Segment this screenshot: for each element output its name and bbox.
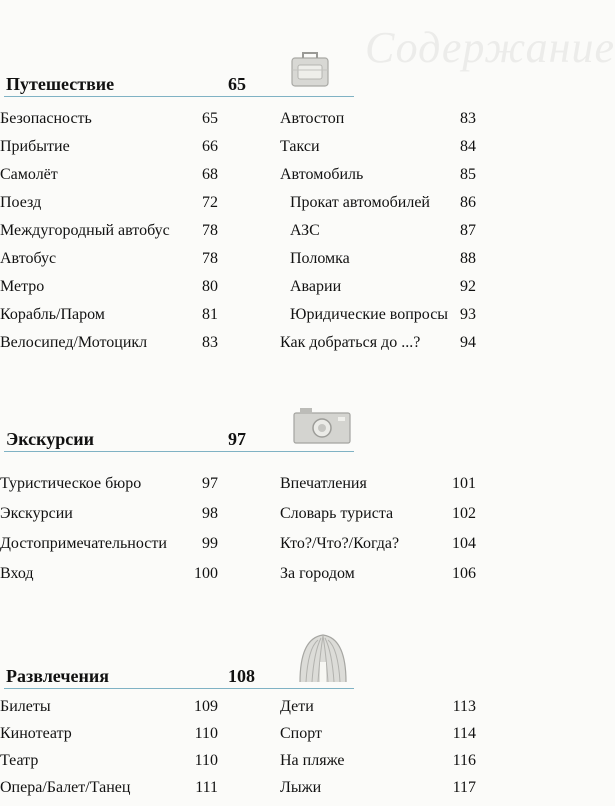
entry-page: 110 (194, 752, 218, 769)
toc-subentry[interactable] (280, 306, 500, 334)
entry-label: Билеты (0, 698, 51, 715)
entry-label: Безопасность (0, 110, 92, 127)
entry-page: 104 (452, 535, 476, 552)
toc-subentry[interactable] (280, 194, 500, 222)
entry-page: 114 (452, 725, 476, 742)
entry-label: Автобус (0, 250, 57, 267)
entry-page: 110 (194, 725, 218, 742)
toc-entry[interactable] (0, 752, 230, 779)
entry-label: Спорт (280, 725, 323, 742)
toc-entry[interactable] (280, 334, 500, 362)
section-header (0, 70, 549, 98)
toc-entry[interactable] (280, 779, 500, 806)
entry-page: 87 (460, 222, 476, 239)
entry-page: 88 (460, 250, 476, 267)
entry-page: 66 (202, 138, 218, 155)
toc-entry[interactable] (0, 222, 230, 250)
section-page-number: 108 (228, 666, 255, 686)
entry-label: Юридические вопросы (290, 306, 449, 323)
entry-page: 80 (202, 278, 218, 295)
toc-entry[interactable] (0, 725, 230, 752)
entry-label: Аварии (290, 278, 342, 295)
toc-entry[interactable] (280, 475, 500, 505)
entry-label: Опера/Балет/Танец (0, 779, 131, 796)
toc-entry[interactable] (0, 306, 230, 334)
toc-entry[interactable] (280, 138, 500, 166)
entry-label: Экскурсии (0, 505, 73, 522)
entry-label: Корабль/Паром (0, 306, 105, 323)
toc-entry[interactable] (0, 138, 230, 166)
entry-page: 100 (194, 565, 218, 582)
left-column (0, 475, 230, 595)
toc-entry[interactable] (0, 250, 230, 278)
entry-label: Самолёт (0, 166, 58, 183)
section-excursions (0, 425, 549, 582)
entry-label: Вход (0, 565, 34, 582)
right-column (280, 475, 500, 595)
toc-subentry[interactable] (280, 222, 500, 250)
entry-label: Такси (280, 138, 320, 155)
section-page-number: 65 (228, 74, 246, 94)
toc-entry[interactable] (280, 752, 500, 779)
entry-page: 101 (452, 475, 476, 492)
section-divider (4, 96, 354, 97)
section-divider (4, 688, 354, 689)
entry-page: 97 (202, 475, 218, 492)
toc-entry[interactable] (0, 166, 230, 194)
entry-page: 106 (452, 565, 476, 582)
entry-page: 68 (202, 166, 218, 183)
entry-label: Велосипед/Мотоцикл (0, 334, 148, 351)
entry-page: 99 (202, 535, 218, 552)
entry-page: 81 (202, 306, 218, 323)
entry-label: Туристическое бюро (0, 475, 142, 492)
section-title[interactable]: Экскурсии (6, 429, 94, 449)
toc-entry[interactable] (0, 110, 230, 138)
entry-page: 84 (460, 138, 476, 155)
right-column (280, 698, 500, 806)
entry-page: 102 (452, 505, 476, 522)
toc-entry[interactable] (280, 725, 500, 752)
entry-page: 117 (452, 779, 476, 796)
entry-page: 83 (460, 110, 476, 127)
entry-label: Словарь туриста (280, 505, 394, 522)
section-title[interactable]: Путешествие (6, 74, 115, 94)
section-page-number: 97 (228, 429, 246, 449)
toc-entry[interactable] (280, 535, 500, 565)
entry-label: Прокат автомобилей (290, 194, 430, 211)
section-header (0, 425, 549, 453)
toc-entry[interactable] (0, 505, 230, 535)
entry-label: За городом (280, 565, 355, 582)
toc-entry[interactable] (280, 505, 500, 535)
entry-page: 92 (460, 278, 476, 295)
toc-entry[interactable] (0, 278, 230, 306)
section-travel (0, 70, 549, 351)
ghost-page-title: Содержание (365, 23, 615, 72)
entry-label: Метро (0, 278, 45, 295)
entry-page: 85 (460, 166, 476, 183)
entry-label: Поломка (290, 250, 350, 267)
toc-entry[interactable] (280, 110, 500, 138)
entry-label: Театр (0, 752, 39, 769)
section-title[interactable]: Развлечения (6, 666, 109, 686)
entry-page: 65 (202, 110, 218, 127)
section-entertainment (0, 662, 549, 796)
left-column (0, 110, 230, 362)
entry-label: Кто?/Что?/Когда? (280, 535, 400, 552)
entry-label: Как добраться до ...? (280, 334, 421, 351)
toc-entry[interactable] (0, 779, 230, 806)
toc-entry[interactable] (0, 565, 230, 595)
entry-page: 113 (452, 698, 476, 715)
entry-label: Достопримечательности (0, 535, 167, 552)
toc-entry[interactable] (0, 194, 230, 222)
entry-label: Автомобиль (280, 166, 364, 183)
entry-page: 94 (460, 334, 476, 351)
entry-page: 78 (202, 250, 218, 267)
entry-page: 109 (194, 698, 218, 715)
entry-page: 72 (202, 194, 218, 211)
right-column (280, 110, 500, 362)
entry-label: Автостоп (280, 110, 345, 127)
entry-label: Поезд (0, 194, 42, 211)
entry-page: 78 (202, 222, 218, 239)
entry-page: 83 (202, 334, 218, 351)
entry-page: 86 (460, 194, 476, 211)
toc-entry[interactable] (0, 698, 230, 725)
toc-entry[interactable] (0, 475, 230, 505)
entry-label: Дети (280, 698, 314, 715)
toc-entry[interactable] (280, 698, 500, 725)
entry-label: Междугородный автобус (0, 222, 170, 239)
toc-entry[interactable] (280, 166, 500, 194)
suitcase-icon (288, 46, 332, 90)
entry-label: Лыжи (280, 779, 322, 796)
entry-label: Прибытие (0, 138, 70, 155)
entry-label: Кинотеатр (0, 725, 72, 742)
toc-subentry[interactable] (280, 250, 500, 278)
left-column (0, 698, 230, 806)
toc-entry[interactable] (0, 334, 230, 362)
entry-page: 93 (460, 306, 476, 323)
entry-page: 98 (202, 505, 218, 522)
toc-entry[interactable] (280, 565, 500, 595)
entry-page: 116 (452, 752, 476, 769)
entry-label: АЗС (290, 222, 320, 239)
section-header (0, 662, 549, 690)
entry-label: На пляже (280, 752, 345, 769)
toc-subentry[interactable] (280, 278, 500, 306)
section-divider (4, 451, 354, 452)
toc-entry[interactable] (0, 535, 230, 565)
theater-curtain-icon (296, 632, 350, 684)
camera-icon (292, 405, 352, 445)
entry-page: 111 (195, 779, 218, 796)
entry-label: Впечатления (280, 475, 367, 492)
